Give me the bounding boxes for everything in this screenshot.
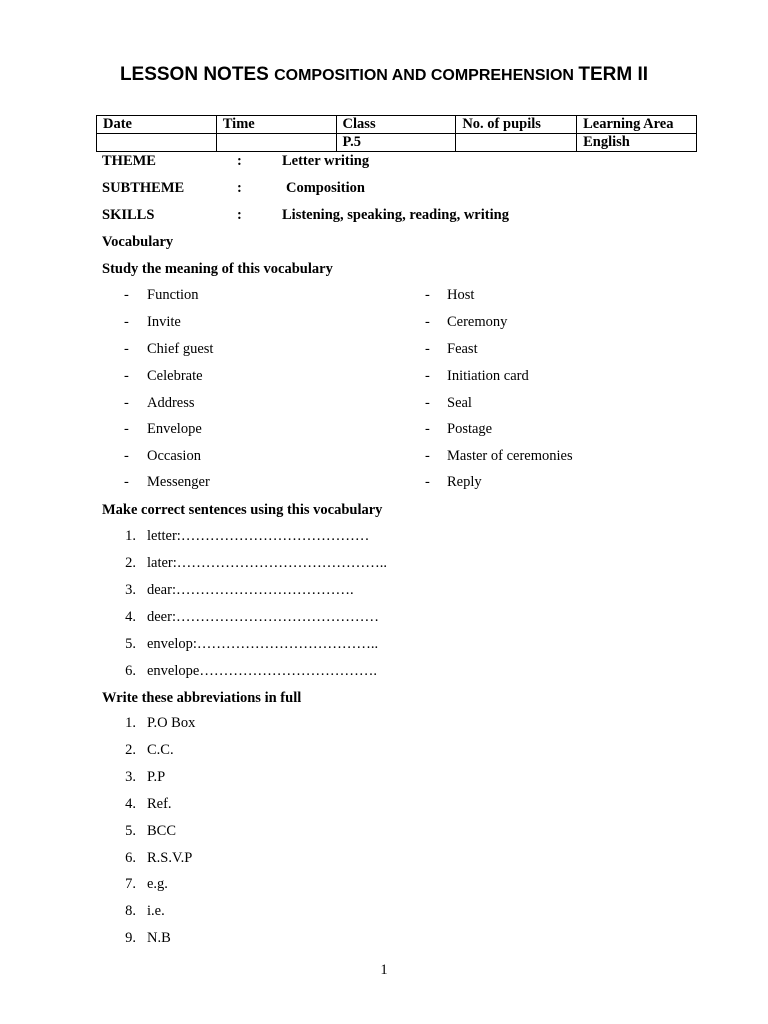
skills-label: SKILLS [102,207,155,223]
list-number: 6. [125,850,136,866]
list-number: 2. [125,555,136,571]
list-dash: - [124,287,129,303]
list-number: 8. [125,903,136,919]
list-number: 4. [125,796,136,812]
header-date: Date [97,116,217,134]
list-item: Ceremony [447,314,508,330]
list-dash: - [124,421,129,437]
list-item: Address [147,395,195,411]
page-number: 1 [380,962,388,978]
sentences-heading: Make correct sentences using this vocabulary [102,502,383,518]
title-part-2: COMPOSITION AND COMPREHENSION [274,67,579,84]
list-item: e.g. [147,876,168,892]
list-item: letter:………………………………… [147,528,370,544]
list-item: Envelope [147,421,202,437]
page-title [0,64,768,86]
list-number: 6. [125,663,136,679]
list-item: Initiation card [447,368,529,384]
theme-colon: : [237,153,242,169]
list-item: Postage [447,421,493,437]
list-item: Master of ceremonies [447,448,573,464]
list-dash: - [425,287,430,303]
list-item: N.B [147,930,171,946]
study-heading: Study the meaning of this vocabulary [102,261,333,277]
lesson-info-table [96,115,697,152]
list-number: 9. [125,930,136,946]
list-item: Reply [447,474,482,490]
list-dash: - [124,341,129,357]
list-item: later:…………………………………….. [147,555,388,571]
list-dash: - [425,448,430,464]
header-class: Class [336,116,456,134]
theme-label: THEME [102,153,156,169]
list-item: dear:………………………………. [147,582,354,598]
list-item: Occasion [147,448,201,464]
list-item: Function [147,287,199,303]
cell-learning-area: English [577,134,697,152]
table-row [97,134,697,152]
vocabulary-heading: Vocabulary [102,234,174,250]
list-dash: - [425,395,430,411]
theme-value: Letter writing [282,153,370,169]
list-item: Messenger [147,474,210,490]
list-dash: - [425,341,430,357]
list-number: 5. [125,636,136,652]
list-number: 3. [125,582,136,598]
list-number: 5. [125,823,136,839]
cell-time [216,134,336,152]
list-item: R.S.V.P [147,850,193,866]
list-dash: - [124,474,129,490]
list-dash: - [425,314,430,330]
list-item: i.e. [147,903,165,919]
list-item: Seal [447,395,472,411]
list-dash: - [425,421,430,437]
list-number: 3. [125,769,136,785]
subtheme-value: Composition [286,180,365,196]
list-dash: - [124,395,129,411]
skills-colon: : [237,207,242,223]
cell-no-of-pupils [456,134,577,152]
list-item: envelop:……………………………….. [147,636,379,652]
abbreviations-heading: Write these abbreviations in full [102,690,302,706]
list-item: Celebrate [147,368,203,384]
title-part-1: LESSON NOTES [119,64,275,85]
header-no-of-pupils: No. of pupils [456,116,577,134]
list-item: deer:…………………………………… [147,609,379,625]
cell-class: P.5 [336,134,456,152]
list-item: Invite [147,314,181,330]
list-item: P.O Box [147,715,196,731]
table-header-row [97,116,697,134]
cell-date [97,134,217,152]
list-dash: - [124,448,129,464]
list-dash: - [425,474,430,490]
title-part-3: TERM II [578,64,649,85]
list-item: Host [447,287,475,303]
list-item: BCC [147,823,177,839]
subtheme-colon: : [237,180,242,196]
list-dash: - [425,368,430,384]
header-learning-area: Learning Area [577,116,697,134]
list-item: envelope………………………………. [147,663,377,679]
list-number: 7. [125,876,136,892]
skills-value: Listening, speaking, reading, writing [282,207,509,223]
list-item: Feast [447,341,478,357]
list-item: P.P [147,769,166,785]
list-item: Chief guest [147,341,214,357]
list-number: 1. [125,715,136,731]
list-item: Ref. [147,796,172,812]
header-time: Time [216,116,336,134]
list-dash: - [124,368,129,384]
subtheme-label: SUBTHEME [102,180,185,196]
list-item: C.C. [147,742,174,758]
list-number: 4. [125,609,136,625]
list-number: 1. [125,528,136,544]
list-dash: - [124,314,129,330]
list-number: 2. [125,742,136,758]
